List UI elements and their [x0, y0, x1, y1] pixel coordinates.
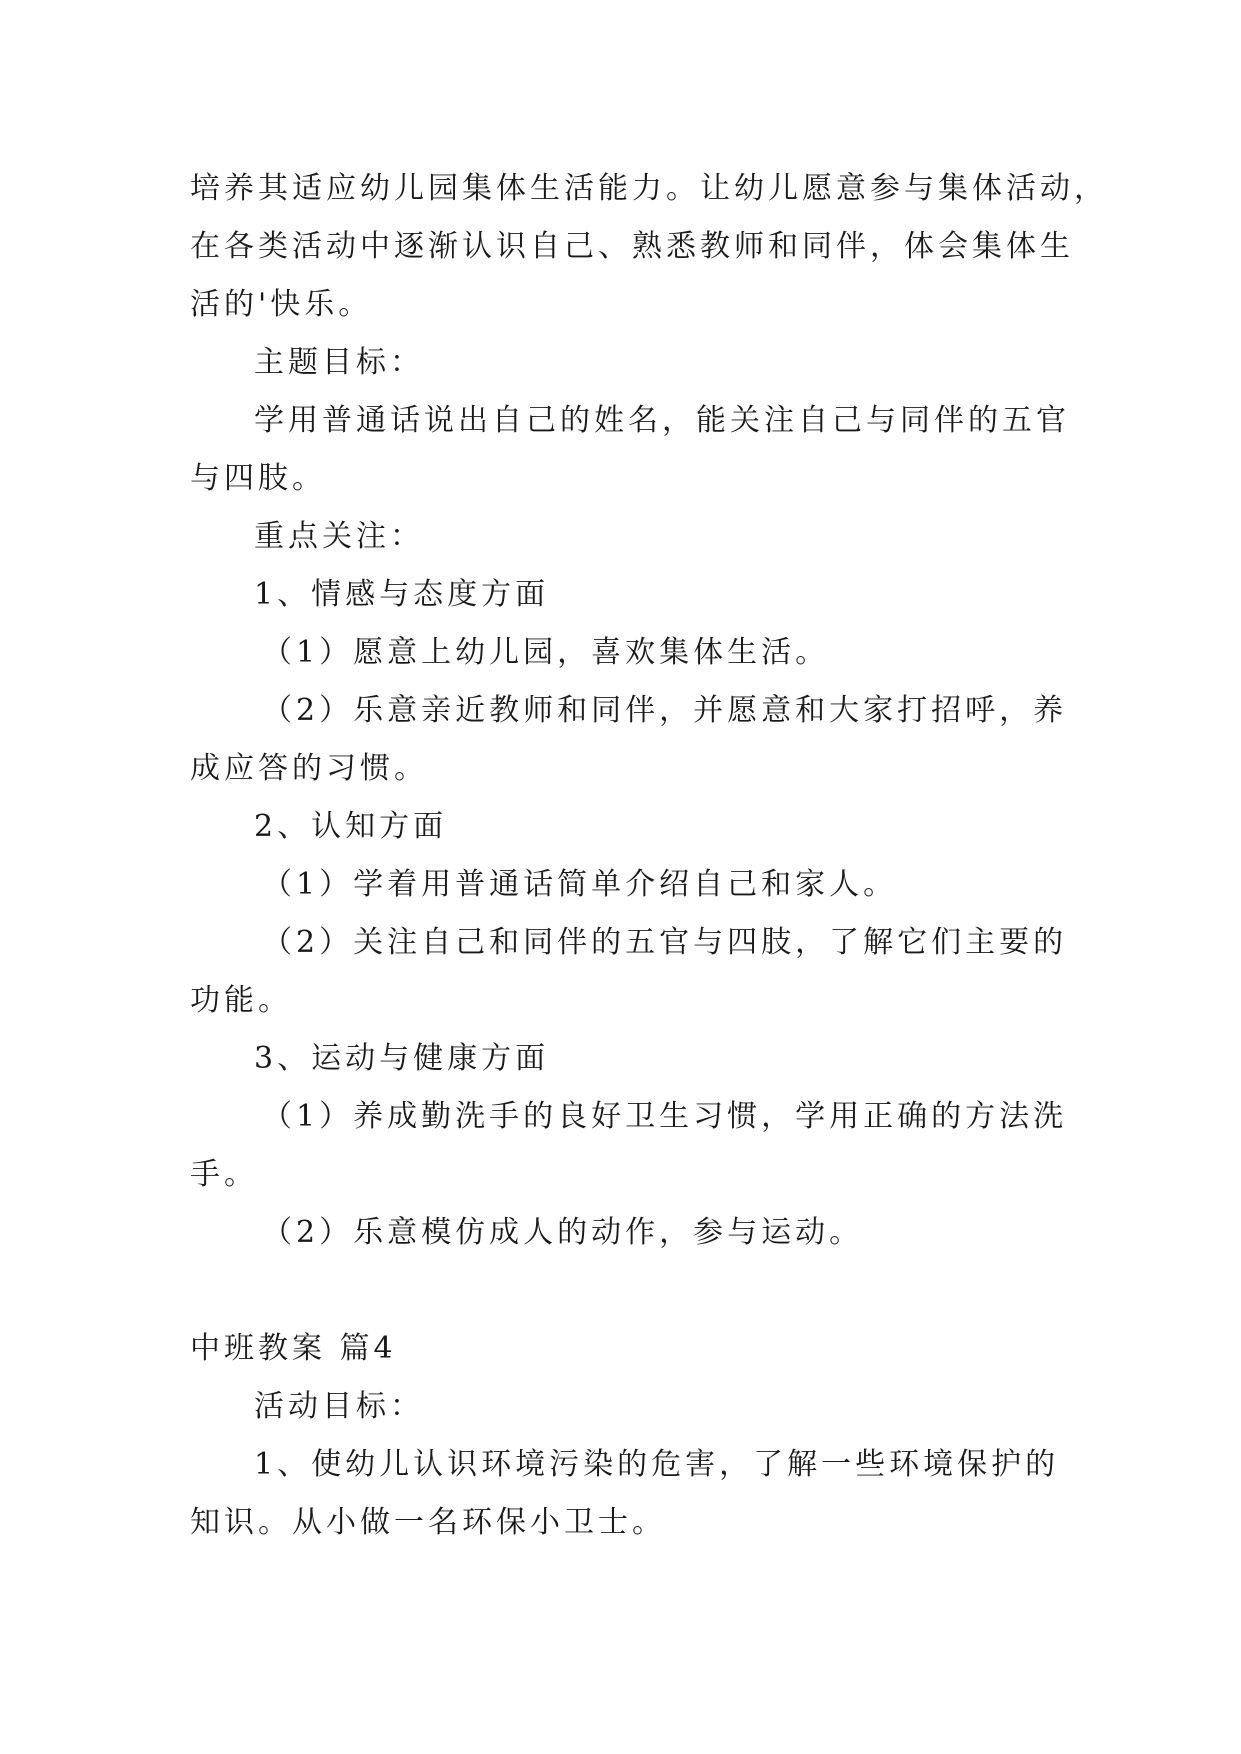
list-item: 1、情感与态度方面 [254, 577, 550, 612]
article-title: 中班教案 篇4 [190, 1331, 397, 1366]
paragraph-line: 功能。 [190, 983, 292, 1018]
paragraph-line: 培养其适应幼儿园集体生活能力。让幼儿愿意参与集体活动， [190, 171, 1108, 206]
list-item: （2）乐意亲近教师和同伴，并愿意和大家打招呼，养 [262, 693, 1068, 728]
paragraph-line: 与四肢。 [190, 461, 326, 496]
paragraph-line: 手。 [190, 1157, 258, 1192]
paragraph-line: 成应答的习惯。 [190, 751, 428, 786]
paragraph-line: 在各类活动中逐渐认识自己、熟悉教师和同伴，体会集体生 [190, 229, 1074, 264]
section-heading: 重点关注： [254, 519, 424, 554]
list-item: 1、使幼儿认识环境污染的危害，了解一些环境保护的 [254, 1447, 1060, 1482]
list-item: 3、运动与健康方面 [254, 1041, 550, 1076]
paragraph-line: 知识。从小做一名环保小卫士。 [190, 1505, 666, 1540]
list-item: （1）养成勤洗手的良好卫生习惯，学用正确的方法洗 [262, 1099, 1068, 1134]
list-item: （1）学着用普通话简单介绍自己和家人。 [262, 867, 898, 902]
section-heading: 主题目标： [254, 345, 424, 380]
list-item: （2）乐意模仿成人的动作，参与运动。 [262, 1215, 864, 1250]
paragraph-line: 学用普通话说出自己的姓名，能关注自己与同伴的五官 [254, 403, 1070, 438]
list-item: 2、认知方面 [254, 809, 448, 844]
paragraph-line: 活的'快乐。 [190, 287, 373, 322]
list-item: （1）愿意上幼儿园，喜欢集体生活。 [262, 635, 830, 670]
list-item: （2）关注自己和同伴的五官与四肢，了解它们主要的 [262, 925, 1068, 960]
section-heading: 活动目标： [254, 1389, 424, 1424]
